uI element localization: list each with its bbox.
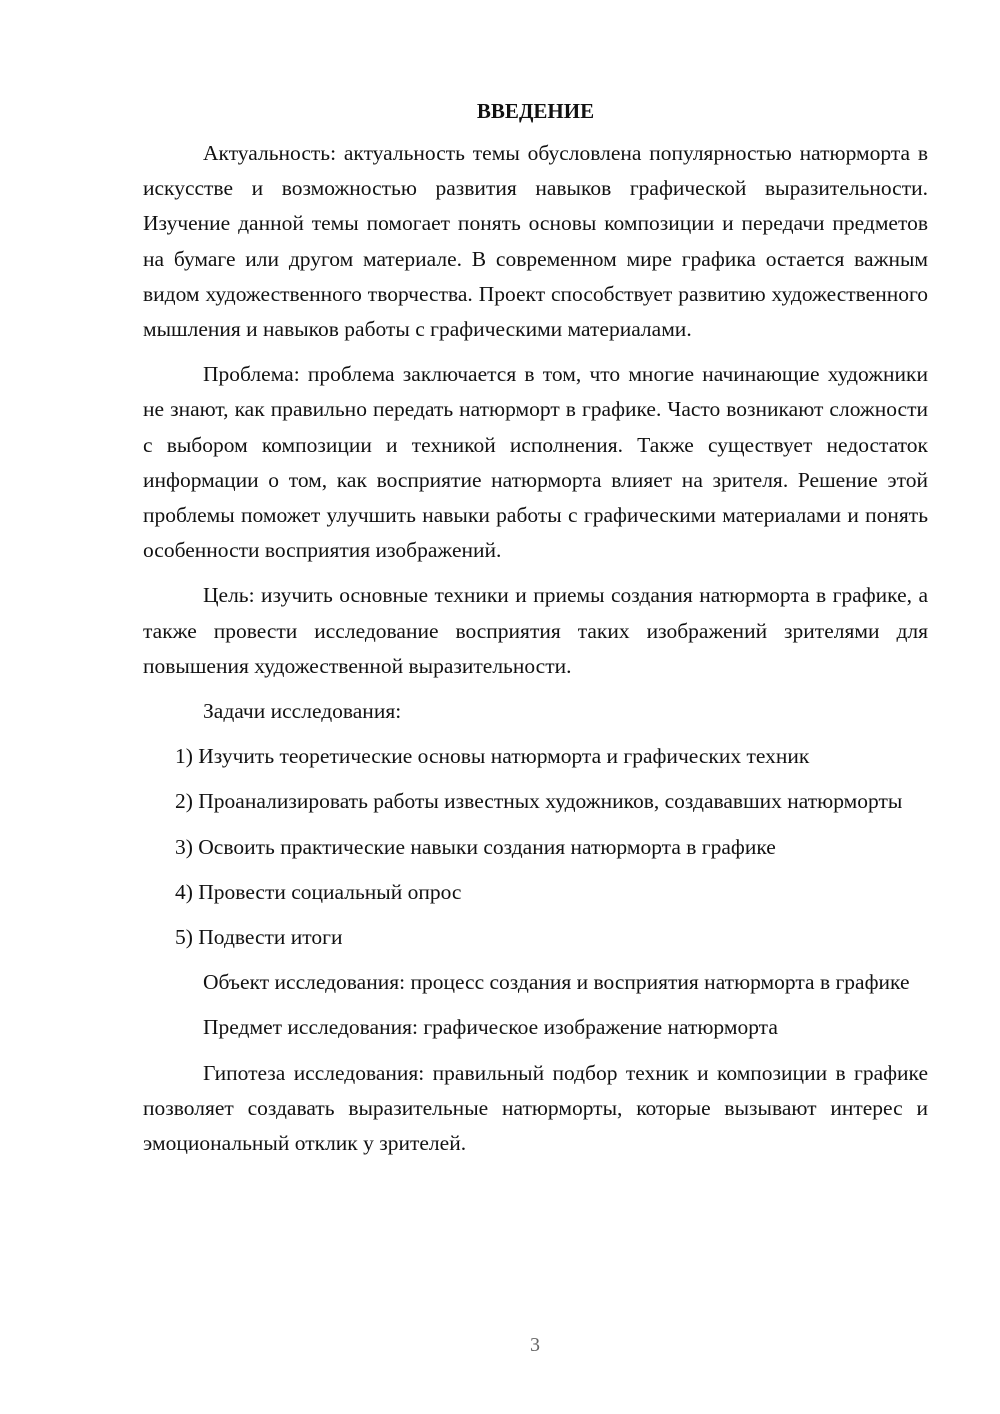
section-heading: ВВЕДЕНИЕ	[476, 99, 595, 123]
task-item-2: 2) Проанализировать работы известных художников, создававших натюрморты	[175, 789, 903, 814]
document-body	[143, 94, 928, 1171]
task-item-5: 5) Подвести итоги	[175, 925, 343, 950]
paragraph-problem: Проблема: проблема заключается в том, что многие начинающие художники не знают, как правильно передать натюрморт в графике. Часто возникают сложности с выбором композиции и техникой исполнения. Также существует недостаток информации о том, как восприятие натюрморта влияет на зрителя. Решение этой проблемы поможет улучшить навыки работы с графическими материалами и понять особенности восприятия изображений.	[143, 362, 928, 563]
paragraph-tasks-intro: Задачи исследования:	[203, 699, 402, 724]
paragraph-subject: Предмет исследования: графическое изображение натюрморта	[203, 1015, 778, 1040]
paragraph-object: Объект исследования: процесс создания и восприятия натюрморта в графике	[203, 970, 910, 995]
page-number: 3	[530, 1334, 540, 1356]
task-item-3: 3) Освоить практические навыки создания натюрморта в графике	[175, 834, 776, 859]
paragraph-relevance: Актуальность: актуальность темы обусловлена популярностью натюрморта в искусстве и возможностью развития навыков графической выразительности. Изучение данной темы помогает понять основы композиции и передачи предметов на бумаге или другом материале. В современном мире графика остается важным видом художественного творчества. Проект способствует развитию художественного мышления и навыков работы с графическими материалами.	[143, 141, 928, 342]
task-item-1: 1) Изучить теоретические основы натюрморта и графических техник	[175, 744, 810, 769]
paragraph-goal: Цель: изучить основные техники и приемы создания натюрморта в графике, а также провести исследование восприятия таких изображений зрителями для повышения художественной выразительности.	[143, 583, 928, 678]
paragraph-hypothesis: Гипотеза исследования: правильный подбор техник и композиции в графике позволяет создавать выразительные натюрморты, которые вызывают интерес и эмоциональный отклик у зрителей.	[143, 1060, 928, 1156]
task-item-4: 4) Провести социальный опрос	[175, 879, 462, 904]
